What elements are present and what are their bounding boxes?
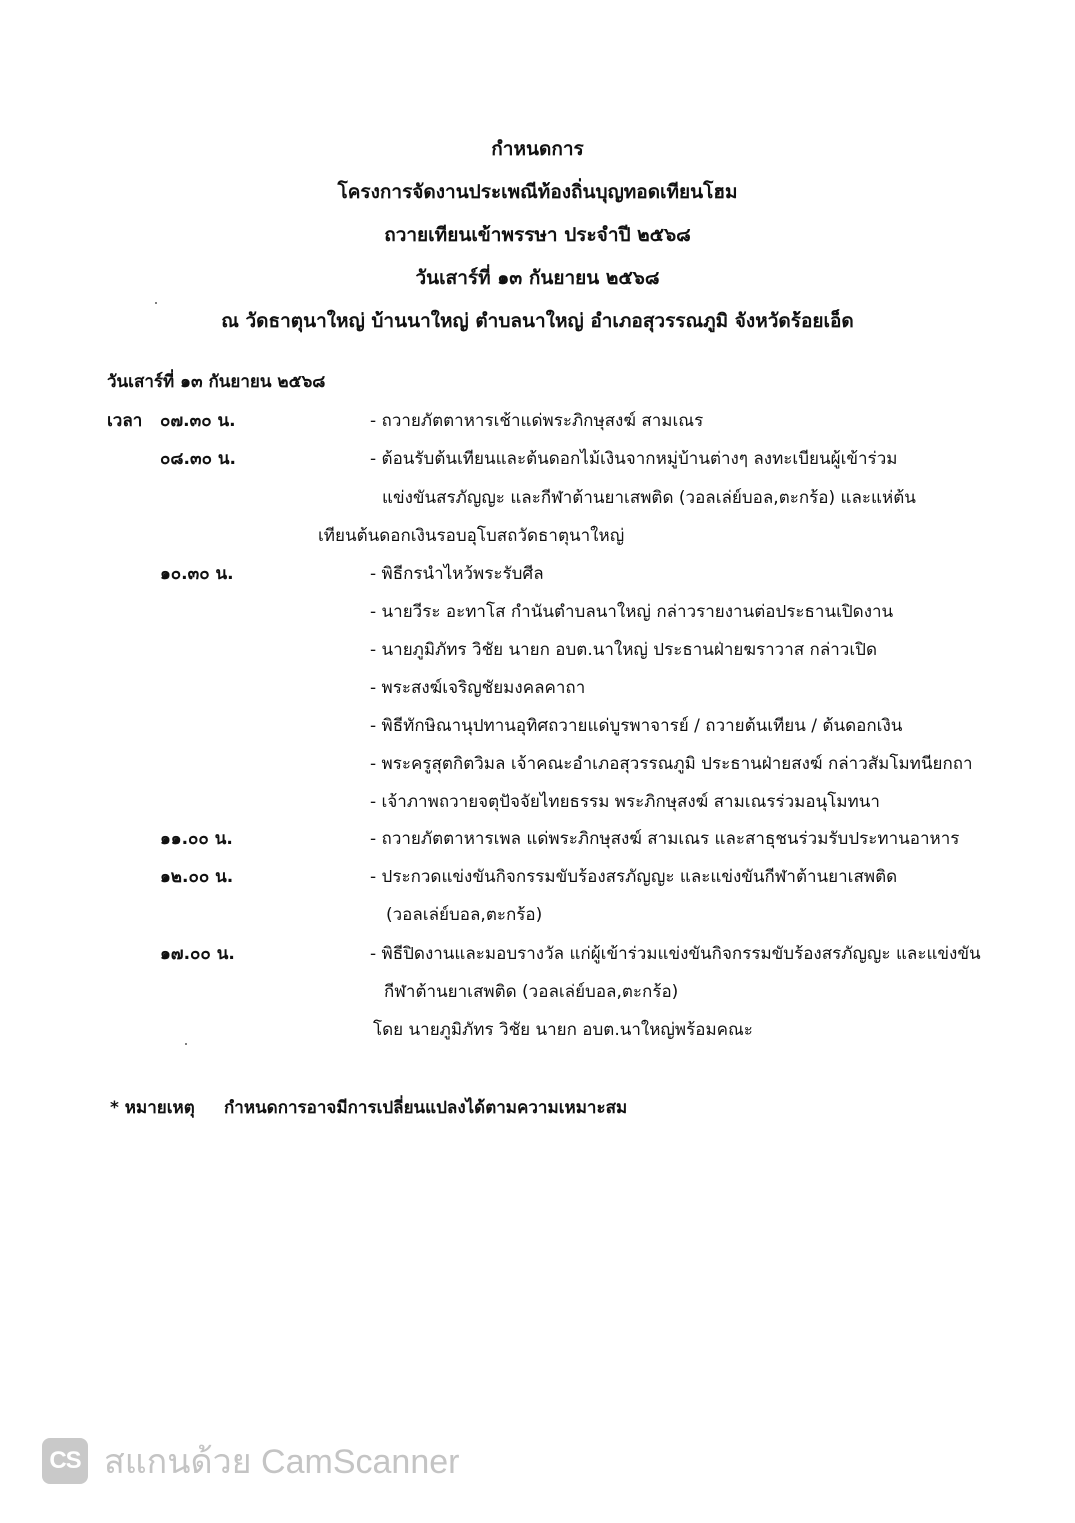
schedule-time: ๑๑.๐๐ น. [160, 829, 233, 849]
schedule-item: - พระครูสุตกิตวิมล เจ้าคณะอำเภอสุวรรณภูมิ ประธานฝ่ายสงฆ์ กล่าวสัมโมทนียกถา [370, 754, 973, 774]
schedule-item: - ประกวดแข่งขันกิจกรรมขับร้องสรภัญญะ และแข่งขันกีฬาต้านยาเสพติด [370, 867, 898, 887]
schedule-item: - พิธีปิดงานและมอบรางวัล แก่ผู้เข้าร่วมแข่งขันกิจกรรมขับร้องสรภัญญะ และแข่งขัน [370, 944, 981, 964]
scan-speck [185, 1043, 187, 1045]
schedule-time: ๐๘.๓๐ น. [160, 449, 236, 469]
schedule-item: - พิธีทักษิณานุปทานอุทิศถวายแด่บูรพาจารย์ / ถวายต้นเทียน / ต้นดอกเงิน [370, 716, 903, 736]
schedule-time: ๑๗.๐๐ น. [160, 944, 235, 964]
schedule-time: ๐๗.๓๐ น. [160, 411, 236, 431]
watermark-text: สแกนด้วย CamScanner [104, 1443, 460, 1481]
schedule-item: กีฬาต้านยาเสพติด (วอลเล่ย์บอล,ตะกร้อ) [384, 982, 679, 1002]
schedule-item: - พิธีกรนำไหว้พระรับศีล [370, 564, 544, 584]
time-prefix: เวลา [107, 411, 143, 431]
schedule-item: - ต้อนรับต้นเทียนและต้นดอกไม้เงินจากหมู่บ้านต่างๆ ลงทะเบียนผู้เข้าร่วม [370, 449, 898, 469]
header-project-name: โครงการจัดงานประเพณีท้องถิ่นบุญทอดเทียนโฮม [337, 181, 738, 203]
remark-label: * หมายเหตุ [110, 1098, 195, 1118]
schedule-item: - เจ้าภาพถวายจตุปัจจัยไทยธรรม พระภิกษุสงฆ์ สามเณรร่วมอนุโมทนา [370, 792, 880, 812]
schedule-item: - พระสงฆ์เจริญชัยมงคลคาถา [370, 678, 586, 698]
schedule-day: วันเสาร์ที่ ๑๓ กันยายน ๒๕๖๘ [107, 372, 326, 392]
camscanner-logo-icon: CS [42, 1438, 88, 1484]
header-title: กำหนดการ [491, 138, 584, 160]
camscanner-watermark [42, 1438, 459, 1484]
schedule-item: - นายวีระ อะทาโส กำนันตำบลนาใหญ่ กล่าวรายงานต่อประธานเปิดงาน [370, 602, 894, 622]
schedule-time: ๑๐.๓๐ น. [160, 564, 234, 584]
header-location: ณ วัดธาตุนาใหญ่ บ้านนาใหญ่ ตำบลนาใหญ่ อำเภอสุวรรณภูมิ จังหวัดร้อยเอ็ด [221, 310, 854, 332]
remark-text: กำหนดการอาจมีการเปลี่ยนแปลงได้ตามความเหมาะสม [224, 1098, 628, 1118]
header-project-subtitle: ถวายเทียนเข้าพรรษา ประจำปี ๒๕๖๘ [384, 224, 691, 246]
schedule-item: - ถวายภัตตาหารเพล แด่พระภิกษุสงฆ์ สามเณร และสาธุชนร่วมรับประทานอาหาร [370, 829, 960, 849]
schedule-item: (วอลเล่ย์บอล,ตะกร้อ) [386, 905, 543, 925]
scan-speck [155, 302, 157, 304]
schedule-item: - นายภูมิภัทร วิชัย นายก อบต.นาใหญ่ ประธานฝ่ายฆราวาส กล่าวเปิด [370, 640, 877, 660]
schedule-item: - ถวายภัตตาหารเช้าแด่พระภิกษุสงฆ์ สามเณร [370, 411, 704, 431]
schedule-item: เทียนต้นดอกเงินรอบอุโบสถวัดธาตุนาใหญ่ [318, 526, 625, 546]
schedule-item: โดย นายภูมิภัทร วิชัย นายก อบต.นาใหญ่พร้อมคณะ [373, 1020, 753, 1040]
header-date: วันเสาร์ที่ ๑๓ กันยายน ๒๕๖๘ [415, 267, 660, 289]
schedule-time: ๑๒.๐๐ น. [160, 867, 234, 887]
schedule-item: แข่งขันสรภัญญะ และกีฬาต้านยาเสพติด (วอลเล่ย์บอล,ตะกร้อ) และแห่ต้น [382, 488, 916, 508]
